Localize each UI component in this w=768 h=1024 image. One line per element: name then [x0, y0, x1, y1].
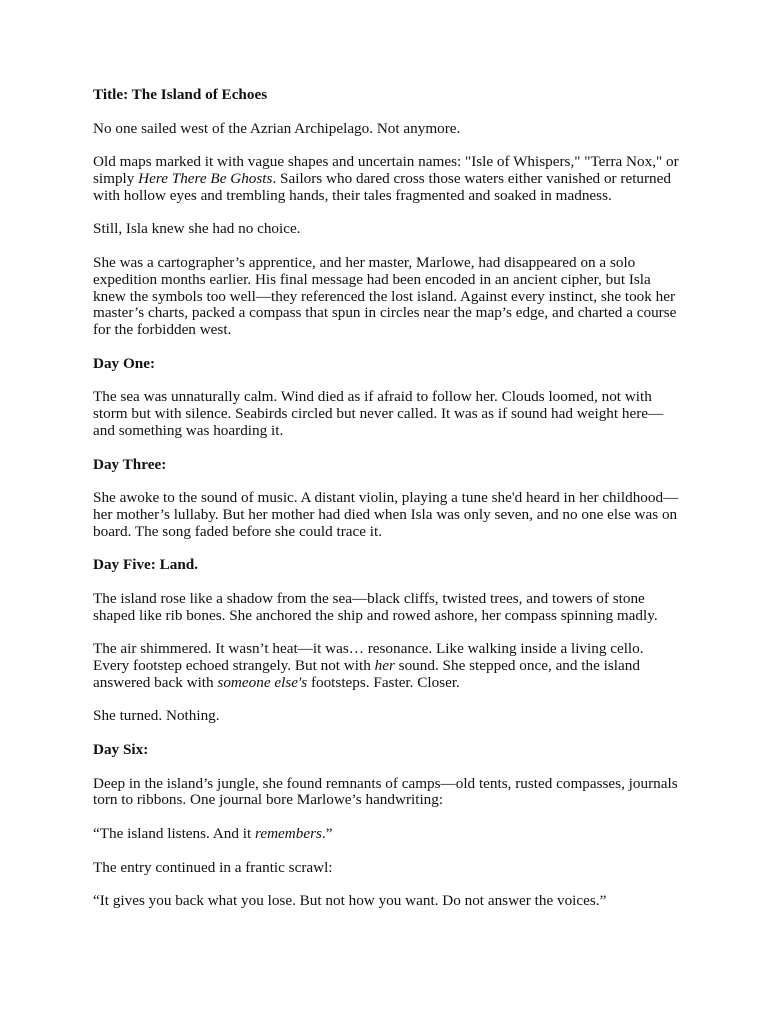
- paragraph-she-turned: She turned. Nothing.: [93, 707, 220, 725]
- paragraph-apprentice: She was a cartographer’s apprentice, and her master, Marlowe, had disappeared on a solo expedition months earlier. His final message had been encoded in an ancient cipher, but Isla knew the symbols too well—they referenced the lost island. Against every instinct, she took her master’s charts, packed a compass that spun in circles near the map’s edge, and charted a course for the forbidden west.: [93, 253, 677, 339]
- italic-text: Here There Be Ghosts: [138, 169, 273, 187]
- italic-text: someone else's: [217, 673, 308, 691]
- text-segment: . Sailors who dared cross those waters either vanished or returned with hollow eyes and trembling hands, their tales fragmented and soaked in madness.: [93, 169, 671, 204]
- paragraph-final-quote: “It gives you back what you lose. But not how you want. Do not answer the voices.”: [93, 892, 607, 910]
- paragraph-day-three: She awoke to the sound of music. A distant violin, playing a tune she'd heard in her childhood—her mother’s lullaby. But her mother had died when Isla was only seven, and no one else was on board. The song faded before she could trace it.: [93, 489, 679, 540]
- italic-text: her: [374, 657, 395, 675]
- paragraph-day-one: The sea was unnaturally calm. Wind died as if afraid to follow her. Clouds loomed, not with storm but with silence. Seabirds circled but never called. It was as if sound had weight here—and something was hoarding it.: [93, 388, 664, 439]
- text-segment: .”: [321, 825, 333, 843]
- text-segment: The air shimmered. It wasn’t heat—it was… resonance. Like walking inside a living cello. Every footstep echoed strangely. But not with: [93, 640, 644, 675]
- italic-text: remembers: [254, 825, 322, 843]
- text-segment: Old maps marked it with vague shapes and uncertain names: "Isle of Whispers," "Terra Nox," or simply: [93, 153, 679, 187]
- paragraph-frantic-scrawl: The entry continued in a frantic scrawl:: [93, 858, 333, 876]
- paragraph-old-maps: [93, 154, 683, 204]
- text-segment: sound. She stepped once, and the island answered back with: [93, 657, 640, 691]
- paragraph-journal-quote: [93, 826, 683, 843]
- paragraph-jungle: Deep in the island’s jungle, she found remnants of camps—old tents, rusted compasses, journals torn to ribbons. One journal bore Marlowe’s handwriting:: [93, 774, 678, 809]
- paragraph-air-shimmered: [93, 641, 683, 691]
- heading-day-five: Day Five: Land.: [93, 556, 199, 574]
- heading-day-one: Day One:: [93, 354, 156, 372]
- heading-day-three: Day Three:: [93, 455, 167, 473]
- document-title: Title: The Island of Echoes: [93, 86, 268, 103]
- text-segment: “The island listens. And it: [93, 825, 255, 843]
- heading-day-six: Day Six:: [93, 741, 149, 759]
- text-segment: footsteps. Faster. Closer.: [307, 673, 460, 691]
- paragraph-island-rose: The island rose like a shadow from the sea—black cliffs, twisted trees, and towers of stone shaped like rib bones. She anchored the ship and rowed ashore, her compass spinning madly.: [93, 589, 658, 624]
- paragraph-opening: No one sailed west of the Azrian Archipelago. Not anymore.: [93, 119, 461, 137]
- paragraph-isla-choice: Still, Isla knew she had no choice.: [93, 220, 301, 238]
- document-page: [93, 87, 683, 927]
